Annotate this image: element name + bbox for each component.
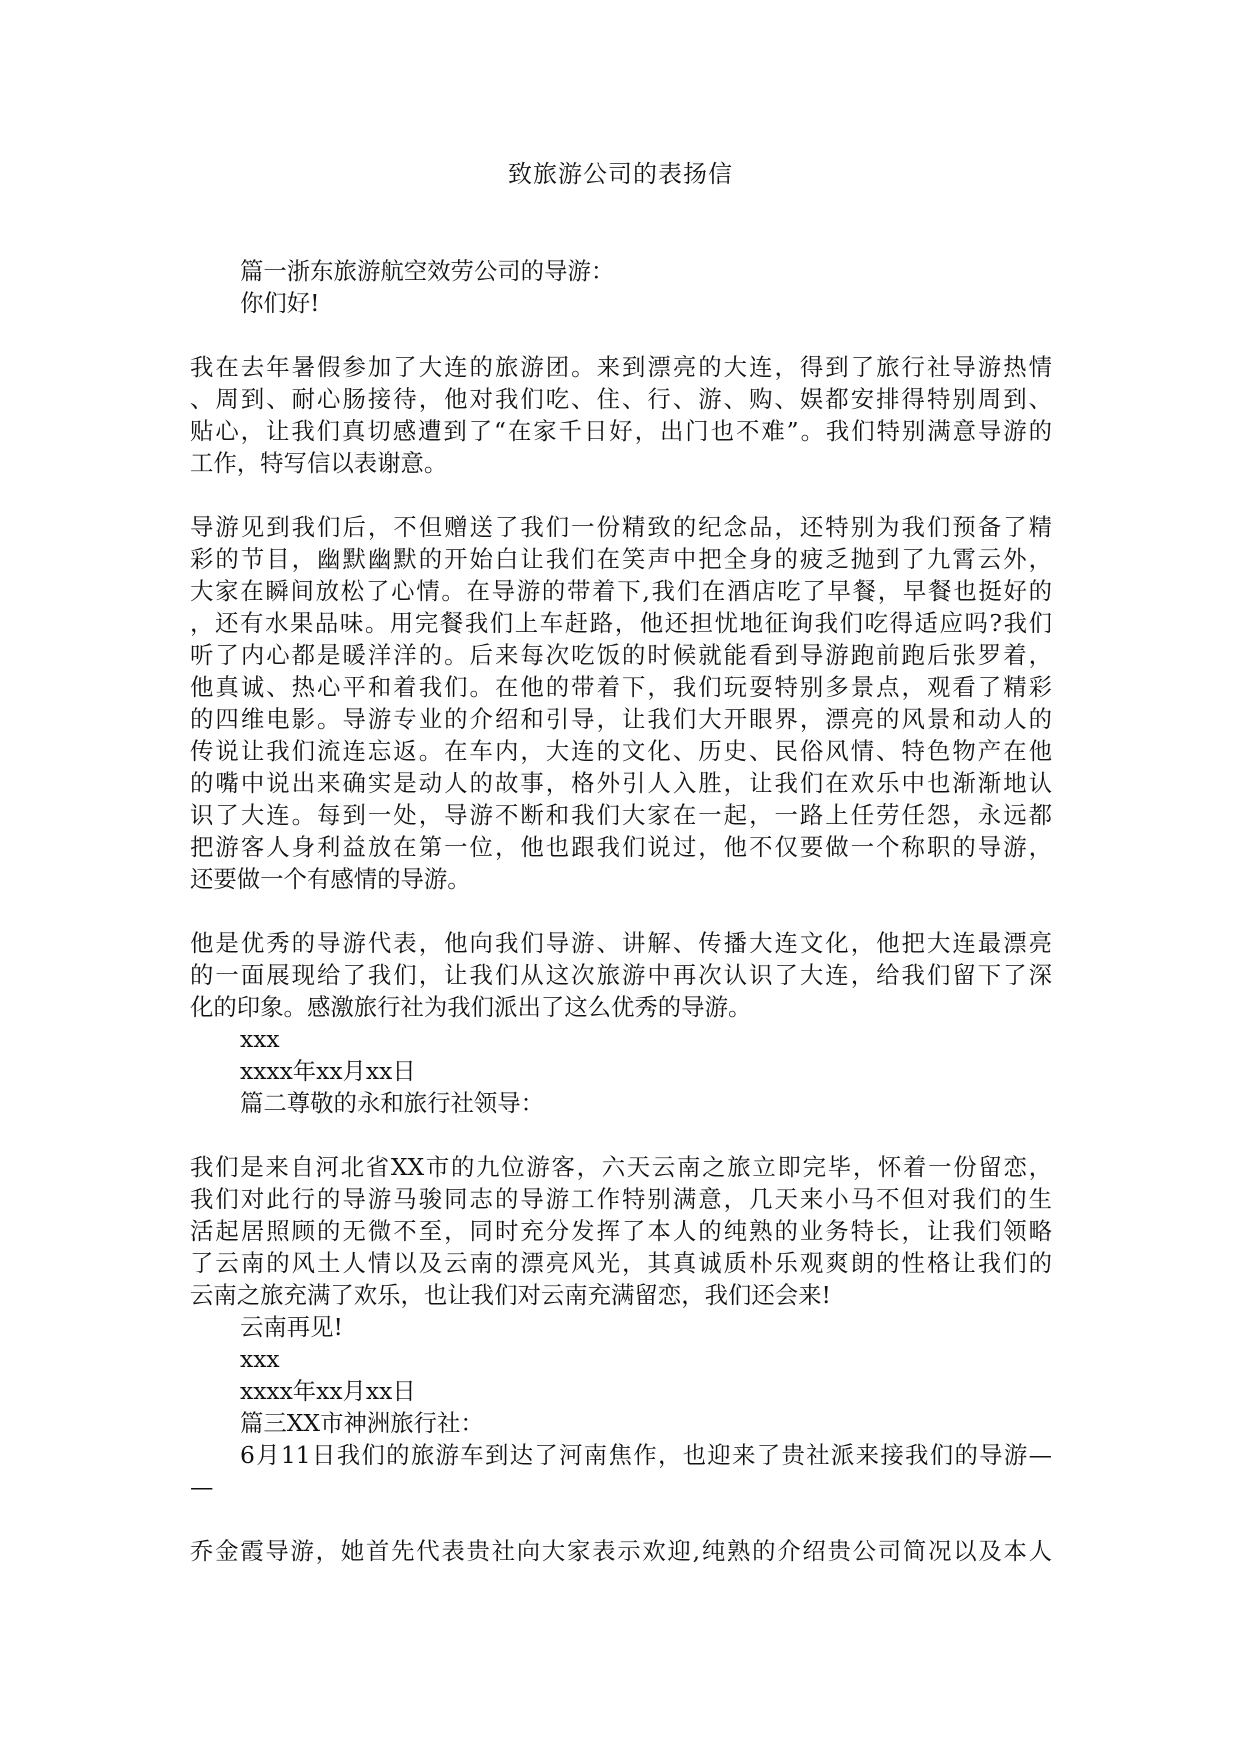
paragraph <box>190 351 1052 479</box>
paragraph-line: 云南之旅充满了欢乐，也让我们对云南充满留恋，我们还会来! <box>190 1281 831 1309</box>
paragraph <box>190 1151 1052 1311</box>
paragraph-line: 的嘴中说出来确实是动人的故事，格外引人入胜，让我们在欢乐中也渐渐地认 <box>190 769 1052 797</box>
text-line: xxx <box>240 1025 280 1053</box>
paragraph-line: 贴心，让我们真切感遭到了“在家千日好，出门也不难”。我们特别满意导游的 <box>190 417 1052 445</box>
paragraph-line: 我们是来自河北省XX市的九位游客，六天云南之旅立即完毕，怀着一份留恋， <box>190 1153 1052 1181</box>
paragraph-line: 化的印象。感激旅行社为我们派出了这么优秀的导游。 <box>190 993 752 1021</box>
text-line: xxx <box>240 1345 280 1373</box>
paragraph-line: 的四维电影。导游专业的介绍和引导，让我们大开眼界，漂亮的风景和动人的 <box>190 705 1052 733</box>
document-title: 致旅游公司的表扬信 <box>508 160 733 188</box>
text-line: — <box>190 1473 214 1501</box>
text-line: 你们好! <box>240 289 320 317</box>
paragraph-line: 传说让我们流连忘返。在车内，大连的文化、历史、民俗风情、特色物产在他 <box>190 737 1052 765</box>
paragraph-line: 他是优秀的导游代表，他向我们导游、讲解、传播大连文化，他把大连最漂亮 <box>190 929 1052 957</box>
paragraph-gap <box>190 895 1052 927</box>
paragraph-line: 我们对此行的导游马骏同志的导游工作特别满意，几天来小马不但对我们的生 <box>190 1185 1052 1213</box>
text-line: xxxx年xx月xx日 <box>240 1377 416 1405</box>
paragraph-line: 彩的节目，幽默幽默的开始白让我们在笑声中把全身的疲乏抛到了九霄云外， <box>190 545 1052 573</box>
paragraph-line: 活起居照顾的无微不至，同时充分发挥了本人的纯熟的业务特长，让我们领略 <box>190 1217 1052 1245</box>
paragraph-line: 把游客人身利益放在第一位，他也跟我们说过，他不仅要做一个称职的导游， <box>190 833 1052 861</box>
paragraph-gap <box>190 1503 1052 1535</box>
text-line: 乔金霞导游，她首先代表贵社向大家表示欢迎,纯熟的介绍贵公司简况以及本人 <box>190 1537 1052 1565</box>
paragraph-line: 、周到、耐心肠接待，他对我们吃、住、行、游、购、娱都安排得特别周到、 <box>190 385 1052 413</box>
text-line: 6月11日我们的旅游车到达了河南焦作，也迎来了贵社派来接我们的导游— <box>240 1441 1052 1469</box>
paragraph-line: 他真诚、热心平和着我们。在他的带着下，我们玩耍特别多景点，观看了精彩 <box>190 673 1052 701</box>
paragraph-line: ，还有水果品味。用完餐我们上车赶路，他还担忧地征询我们吃得适应吗?我们 <box>190 609 1052 637</box>
text-line: 篇二尊敬的永和旅行社领导： <box>240 1089 545 1117</box>
paragraph-line: 导游见到我们后，不但赠送了我们一份精致的纪念品，还特别为我们预备了精 <box>190 513 1052 541</box>
text-line: 云南再见! <box>240 1313 343 1341</box>
paragraph-line: 还要做一个有感情的导游。 <box>190 865 471 893</box>
text-line: xxxx年xx月xx日 <box>240 1057 416 1085</box>
paragraph-line: 的一面展现给了我们，让我们从这次旅游中再次认识了大连，给我们留下了深 <box>190 961 1052 989</box>
paragraph-line: 了云南的风土人情以及云南的漂亮风光，其真诚质朴乐观爽朗的性格让我们的 <box>190 1249 1052 1277</box>
paragraph-line: 我在去年暑假参加了大连的旅游团。来到漂亮的大连，得到了旅行社导游热情 <box>190 353 1052 381</box>
paragraph-gap <box>190 1119 1052 1151</box>
paragraph-line: 工作，特写信以表谢意。 <box>190 449 448 477</box>
paragraph-line: 识了大连。每到一处，导游不断和我们大家在一起，一路上任劳任怨，永远都 <box>190 801 1052 829</box>
paragraph-line: 听了内心都是暖洋洋的。后来每次吃饭的时候就能看到导游跑前跑后张罗着， <box>190 641 1052 669</box>
text-line: 篇一浙东旅游航空效劳公司的导游： <box>240 257 615 285</box>
document-body <box>190 255 1052 1567</box>
paragraph-gap <box>190 319 1052 351</box>
text-line: 篇三XX市神洲旅行社： <box>240 1409 484 1437</box>
paragraph-gap <box>190 479 1052 511</box>
paragraph <box>190 511 1052 895</box>
paragraph <box>190 927 1052 1023</box>
paragraph-line: 大家在瞬间放松了心情。在导游的带着下,我们在酒店吃了早餐，早餐也挺好的 <box>190 577 1052 605</box>
